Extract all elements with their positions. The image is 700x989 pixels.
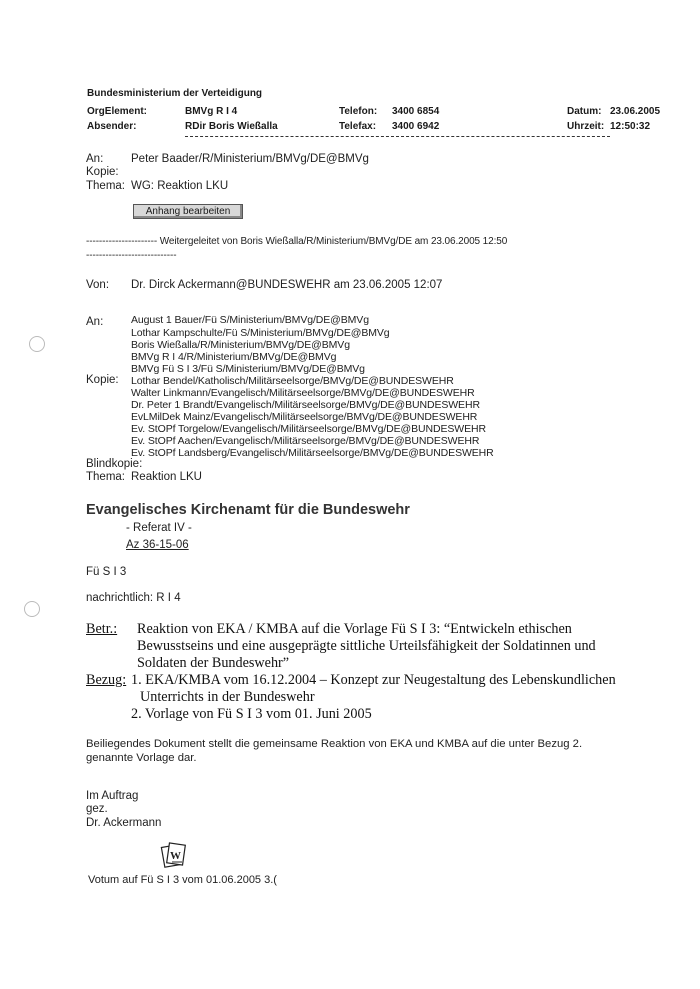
closing-signature: Dr. Ackermann — [86, 817, 162, 829]
ministry-title: Bundesministerium der Verteidigung — [87, 88, 263, 99]
cc-recipient[interactable]: Dr. Peter 1 Brandt/Evangelisch/Militärseelsorge/BMVg/DE@BUNDESWEHR — [131, 399, 480, 411]
word-document-icon[interactable] — [160, 842, 188, 868]
fax-value: 3400 6942 — [392, 121, 440, 132]
to-recipient[interactable]: Boris Wießalla/R/Ministerium/BMVg/DE@BMVg — [131, 339, 350, 351]
attachment-filename[interactable]: Votum auf Fü S I 3 vom 01.06.2005 3.( — [88, 874, 277, 886]
to-recipient[interactable]: August 1 Bauer/Fü S/Ministerium/BMVg/DE@BMVg — [131, 314, 369, 326]
cc-recipient[interactable]: Lothar Bendel/Katholisch/Militärseelsorge/BMVg/DE@BUNDESWEHR — [131, 375, 454, 387]
cc-recipient[interactable]: Walter Linkmann/Evangelisch/Militärseelsorge/BMVg/DE@BUNDESWEHR — [131, 387, 475, 399]
phone-label: Telefon: — [339, 106, 378, 117]
to-label: An: — [86, 153, 104, 165]
sender-label: Absender: — [87, 121, 137, 132]
subject-value: WG: Reaktion LKU — [131, 180, 229, 192]
to-label-2: An: — [86, 316, 104, 328]
bezug-line: 2. Vorlage von Fü S I 3 vom 01. Juni 2005 — [131, 706, 372, 722]
to-recipient[interactable]: Lothar Kampschulte/Fü S/Ministerium/BMVg/DE@BMVg — [131, 327, 390, 339]
closing-line: Im Auftrag — [86, 790, 139, 802]
header-divider — [185, 136, 610, 137]
bezug-label: Bezug: — [86, 672, 127, 688]
cc-recipient[interactable]: EvLMilDek Mainz/Evangelisch/Militärseelsorge/BMVg/DE@BUNDESWEHR — [131, 411, 478, 423]
cc-label: Kopie: — [86, 166, 119, 178]
bcc-label: Blindkopie: — [86, 458, 143, 470]
office-title: Evangelisches Kirchenamt für die Bundeswehr — [86, 502, 410, 518]
org-value: BMVg R I 4 — [185, 106, 238, 117]
referat: - Referat IV - — [126, 522, 192, 534]
time-value: 12:50:32 — [610, 121, 651, 132]
cc-recipient[interactable]: Ev. StOPf Aachen/Evangelisch/Militärseelsorge/BMVg/DE@BUNDESWEHR — [131, 435, 480, 447]
forwarded-line-2: ---------------------------- — [86, 250, 177, 261]
betr-line: Soldaten der Bundeswehr” — [137, 655, 290, 671]
sender-value: RDir Boris Wießalla — [185, 121, 278, 132]
subject-label: Thema: — [86, 180, 125, 192]
subject-label-2: Thema: — [86, 471, 125, 483]
edit-attachment-button[interactable]: Anhang bearbeiten — [133, 204, 243, 219]
fax-label: Telefax: — [339, 121, 377, 132]
punch-hole — [29, 336, 45, 352]
file-reference: Az 36-15-06 — [126, 539, 189, 551]
paragraph-line: Beiliegendes Dokument stellt die gemeinsame Reaktion von EKA und KMBA auf die unter Bezug 2. — [86, 738, 583, 750]
punch-hole — [24, 601, 40, 617]
date-label: Datum: — [567, 106, 602, 117]
info-recipient: nachrichtlich: R I 4 — [86, 592, 181, 604]
forwarded-line: ---------------------- Weitergeleitet von Boris Wießalla/R/Ministerium/BMVg/DE am 23.06.2005 12:50 — [86, 236, 508, 247]
phone-value: 3400 6854 — [392, 106, 440, 117]
from-label: Von: — [86, 279, 110, 291]
betr-label: Betr.: — [86, 621, 118, 637]
subject-value-2: Reaktion LKU — [131, 471, 202, 483]
date-value: 23.06.2005 — [610, 106, 661, 117]
time-label: Uhrzeit: — [567, 121, 605, 132]
cc-label-2: Kopie: — [86, 374, 119, 386]
betr-line: Reaktion von EKA / KMBA auf die Vorlage Fü S I 3: “Entwickeln ethischen — [137, 621, 572, 637]
org-label: OrgElement: — [87, 106, 148, 117]
cc-recipient[interactable]: Ev. StOPf Landsberg/Evangelisch/Militärseelsorge/BMVg/DE@BUNDESWEHR — [131, 447, 494, 459]
closing-line: gez. — [86, 803, 108, 815]
svg-text:W: W — [170, 850, 181, 862]
bezug-line: 1. EKA/KMBA vom 16.12.2004 – Konzept zur Neugestaltung des Lebenskundlichen — [131, 672, 616, 688]
cc-recipient[interactable]: Ev. StOPf Torgelow/Evangelisch/Militärseelsorge/BMVg/DE@BUNDESWEHR — [131, 423, 486, 435]
bezug-line: Unterrichts in der Bundeswehr — [140, 689, 315, 705]
to-value[interactable]: Peter Baader/R/Ministerium/BMVg/DE@BMVg — [131, 153, 369, 165]
recipient: Fü S I 3 — [86, 566, 127, 578]
paragraph-line: genannte Vorlage dar. — [86, 752, 197, 764]
to-recipient[interactable]: BMVg Fü S I 3/Fü S/Ministerium/BMVg/DE@BMVg — [131, 363, 365, 375]
betr-line: Bewusstseins und eine ausgeprägte sittliche Urteilsfähigkeit der Soldatinnen und — [137, 638, 596, 654]
from-value: Dr. Dirck Ackermann@BUNDESWEHR am 23.06.2005 12:07 — [131, 279, 443, 291]
to-recipient[interactable]: BMVg R I 4/R/Ministerium/BMVg/DE@BMVg — [131, 351, 337, 363]
